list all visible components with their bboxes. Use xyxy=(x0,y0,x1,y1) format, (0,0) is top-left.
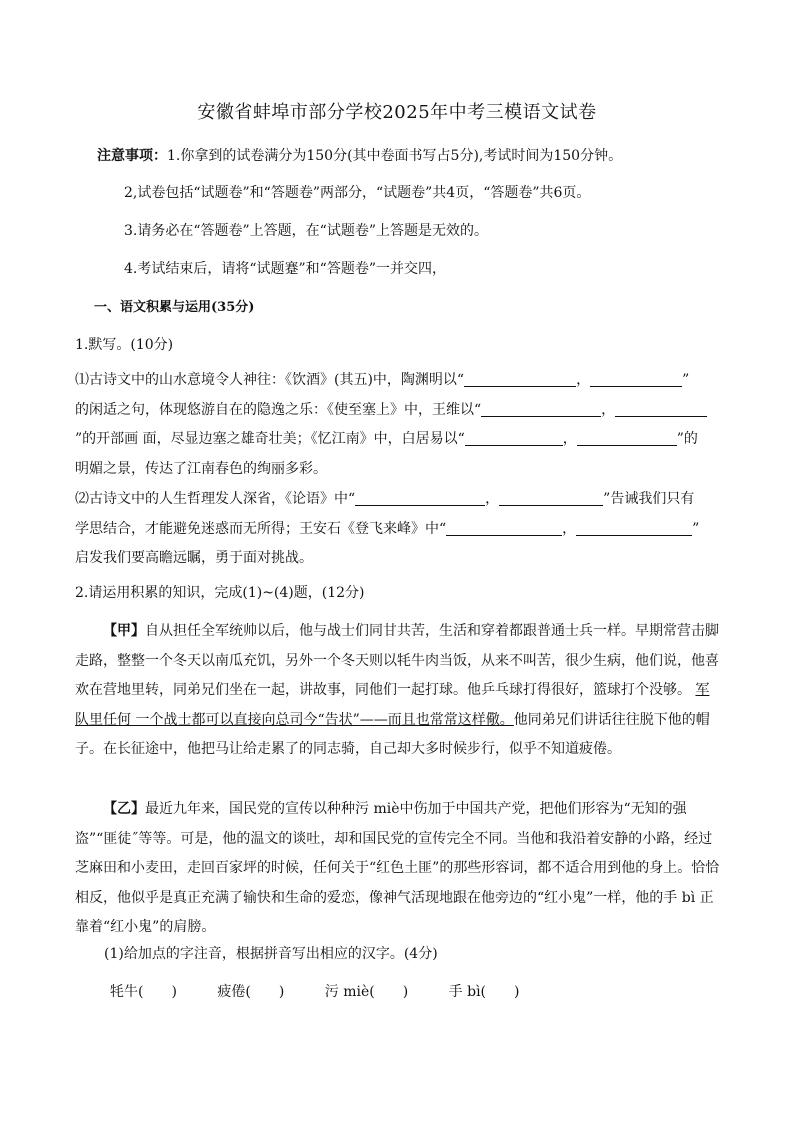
pinyin-item: 疲倦( ) xyxy=(217,984,285,1000)
sub-question-1-items xyxy=(110,981,755,1001)
q1-p1-text-c: ” xyxy=(682,372,690,388)
question-1-part-2 xyxy=(75,485,720,574)
answer-blank[interactable] xyxy=(590,370,682,387)
answer-blank[interactable] xyxy=(576,519,692,536)
notice-item-3: 3.请务必在“答题卷”上答题，在“试题卷”上答题是无效的。 xyxy=(124,223,488,239)
page-title: 安徽省蚌埠市部分学校2025年中考三模语文试卷 xyxy=(197,102,597,123)
question-1-title: 1.默写。(10分) xyxy=(75,337,174,353)
passage-jia-label: 【甲】 xyxy=(103,623,145,639)
answer-blank[interactable] xyxy=(465,429,563,446)
q1-p1-text-d: 的闲适之句，体现悠游自在的隐逸之乐：《使至塞上》中，王维以“ xyxy=(75,401,482,418)
q1-p2-text-g: 启发我们要高瞻远瞩，勇于面对挑战。 xyxy=(75,550,313,566)
notice-item-4: 4.考试结束后，请将“试题蹇”和“答题卷”一并交四， xyxy=(124,261,446,277)
q1-p1-text-a: ⑴古诗文中的山水意境令人神往：《饮酒》(其五)中，陶渊明以“ xyxy=(75,372,465,388)
pinyin-item: 手 bì( ) xyxy=(448,984,520,1000)
notice-item-2: 2,试卷包括“试题卷”和“答题卷”两部分，“试题卷”共4页，“答题卷”共6页。 xyxy=(124,185,591,201)
question-1-part-1 xyxy=(75,366,720,484)
notice-line-1 xyxy=(97,145,742,165)
q1-p1-text-i: 明媚之景，传达了江南春色的绚丽多彩。 xyxy=(75,460,327,477)
passage-yi xyxy=(75,795,720,943)
pinyin-item: 污 miè( ) xyxy=(324,984,409,1000)
answer-blank[interactable] xyxy=(481,400,601,417)
q1-p2-text-c: ”告诫我们只有 xyxy=(603,491,695,507)
q1-p1-text-h: ”的 xyxy=(676,431,698,447)
q1-p2-text-b: ， xyxy=(485,491,500,507)
passage-yi-text: 最近九年来，国民党的宣传以种种污 miè中伤加于中国共产党，把他们形容为“无知的强盗”“匪徒˝等等。可是，他的温文的谈吐，却和国民党的宣传完全不同。当他和我沿着安静的小路，经过芝麻田和小麦田，走回百家坪的时候，任何关于“红色土匪”的那些形容词，都不适合用到他的身上。恰恰相反，他似乎是真正充满了输快和生命的爱恋，像神气活现地跟在他旁边的“红小鬼”一样，他的手 bì 正靠着“红小鬼”的肩膀。 xyxy=(75,801,720,935)
notice-label: 注意事项： xyxy=(97,148,167,164)
answer-blank[interactable] xyxy=(615,400,707,417)
passage-jia-text-2: 他同弟兄们讲话往往脱下他的帽子。在长征途中，他把马让给走累了的同志骑，自己却大多时候步行，似乎不知道疲倦。 xyxy=(75,711,710,757)
answer-blank[interactable] xyxy=(499,489,603,506)
q1-p1-text-g: ， xyxy=(562,431,577,447)
q1-p1-text-b: ， xyxy=(576,372,591,388)
q1-p2-text-e: ， xyxy=(562,520,577,537)
notice-item-1: 1.你拿到的试卷满分为150分(其中卷面书写占5分),考试时间为150分钟。 xyxy=(167,148,623,164)
q1-p1-text-f: ”的开部画 面，尽显边塞之雄奇壮美；《忆江南》中，白居易以“ xyxy=(75,431,465,447)
answer-blank[interactable] xyxy=(577,429,677,446)
q1-p2-text-a: ⑵古诗文中的人生哲理发人深省，《论语》中“ xyxy=(75,491,356,507)
passage-yi-label: 【乙】 xyxy=(103,801,145,817)
passage-jia-underlined-sentence: 军队里任何 一个战士都可以直接向总司今“告状”——而且也常常这样儆。 xyxy=(75,682,710,728)
pinyin-item: 牦牛( ) xyxy=(110,984,177,1000)
section-1-heading: 一、语文积累与运用(35分) xyxy=(94,300,255,315)
answer-blank[interactable] xyxy=(446,519,562,536)
q1-p2-text-f: ” xyxy=(692,520,700,537)
q1-p2-text-d: 学思结合，才能避免迷惑而无所得；王安石《登飞来峰》中“ xyxy=(75,520,447,537)
answer-blank[interactable] xyxy=(464,370,576,387)
sub-question-1-title: (1)给加点的字注音，根据拼音写出相应的汉字。(4分) xyxy=(104,946,438,962)
question-2-title: 2.请运用积累的知识，完成(1)~(4)题，(12分) xyxy=(75,585,365,601)
passage-jia-text-1: 自从担任全军统帅以后，他与战士们同甘共苦，生活和穿着都跟普通士兵一样。早期常营击脚走路，整整一个冬天以南瓜充饥，另外一个冬天则以牦牛肉当饭，从来不叫苦，很少生病，他们说，他喜欢在营地里转，同弟兄们坐在一起，讲故事，同他们一起打球。他乒乓球打得很好，篮球打个没够。 xyxy=(75,623,719,698)
answer-blank[interactable] xyxy=(355,489,485,506)
q1-p1-text-e: ， xyxy=(601,401,616,418)
passage-jia xyxy=(75,617,720,765)
